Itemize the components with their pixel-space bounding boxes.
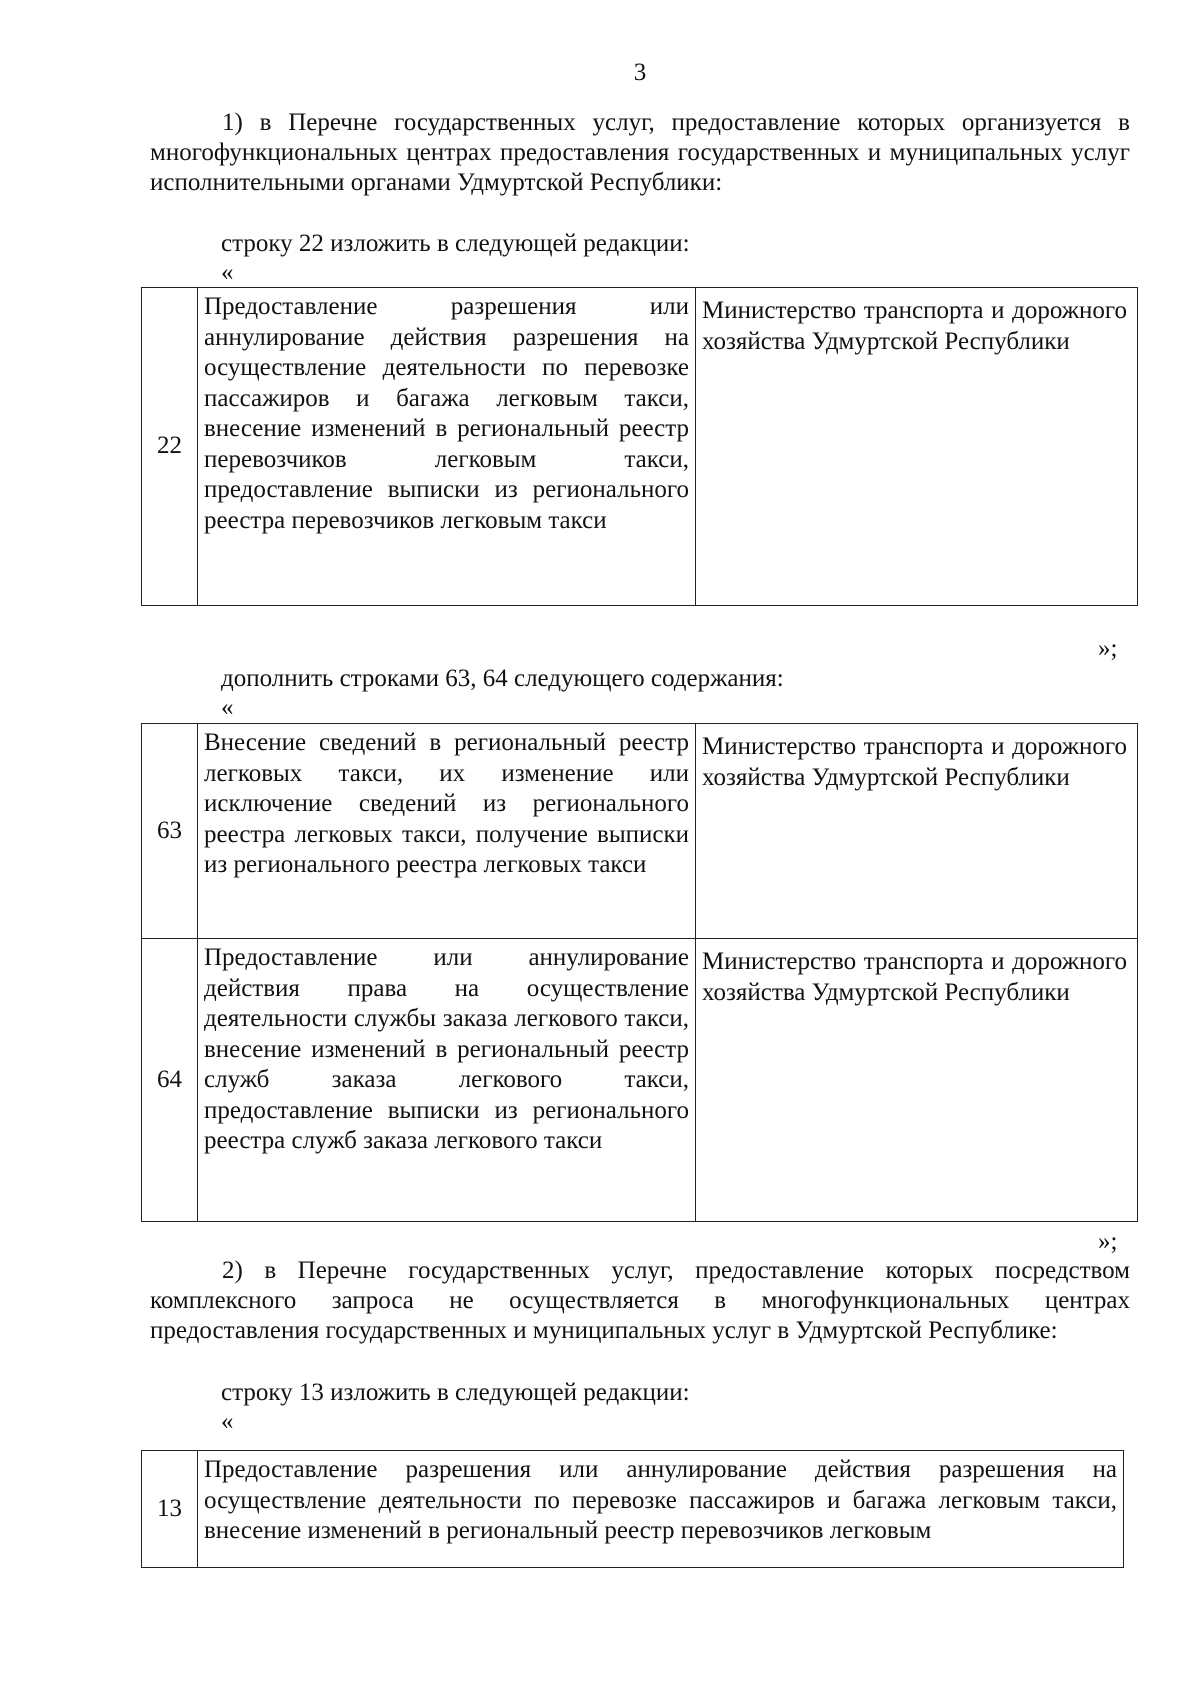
row-number-cell — [142, 1451, 198, 1568]
row-number: 13 — [157, 1494, 182, 1522]
quote-open: « — [221, 1408, 234, 1435]
section1-instruction: строку 22 изложить в следующей редакции: — [221, 230, 690, 257]
organ-cell: Министерство транспорта и дорожного хозяйства Удмуртской Республики — [696, 939, 1138, 1222]
service-cell: Предоставление или аннулирование действия права на осуществление деятельности службы заказа легкового такси, внесение изменений в региональный реестр служб заказа легкового такси, предоставление выписки из регионального реестра служб заказа легкового такси — [198, 939, 696, 1222]
row-number-cell — [142, 724, 198, 939]
row-number: 22 — [157, 432, 182, 460]
row-number-cell — [142, 939, 198, 1222]
quote-close: »; — [1098, 1228, 1118, 1255]
service-cell: Предоставление разрешения или аннулирование действия разрешения на осуществление деятельности по перевозке пассажиров и багажа легковым такси, внесение изменений в региональный реестр перевозчиков легковым такси, предоставление выписки из регионального реестра перевозчиков легковым такси — [198, 288, 696, 606]
service-cell: Внесение сведений в региональный реестр легковых такси, их изменение или исключение сведений из регионального реестра легковых такси, получение выписки из регионального реестра легковых такси — [198, 724, 696, 939]
table-row — [142, 1451, 1124, 1568]
page-number: 3 — [633, 59, 647, 86]
organ-cell: Министерство транспорта и дорожного хозяйства Удмуртской Республики — [696, 288, 1138, 606]
section2-intro: 2) в Перечне государственных услуг, предоставление которых посредством комплексного запроса не осуществляется в многофункциональных центрах предоставления государственных и муниципальных услуг в Удмуртской Республике: — [150, 1257, 1130, 1344]
section2-instruction: строку 13 изложить в следующей редакции: — [221, 1379, 690, 1406]
service-cell: Предоставление разрешения или аннулирование действия разрешения на осуществление деятельности по перевозке пассажиров и багажа легковым такси, внесение изменений в региональный реестр перевозчиков легковым — [198, 1451, 1124, 1568]
table-row — [142, 724, 1138, 939]
quote-open: « — [221, 694, 234, 721]
section1-intro: 1) в Перечне государственных услуг, предоставление которых организуется в многофункциональных центрах предоставления государственных и муниципальных услуг исполнительными органами Удмуртской Республики: — [150, 109, 1130, 196]
quote-close: »; — [1098, 635, 1118, 662]
table-row-22 — [141, 287, 1138, 606]
row-number-cell — [142, 288, 198, 606]
row-number: 64 — [157, 1065, 182, 1093]
organ-cell: Министерство транспорта и дорожного хозяйства Удмуртской Республики — [696, 724, 1138, 939]
table-row-13 — [141, 1450, 1124, 1568]
table-row — [142, 288, 1138, 606]
section1-instruction2: дополнить строками 63, 64 следующего содержания: — [221, 665, 784, 692]
table-row — [142, 939, 1138, 1222]
table-rows-63-64 — [141, 723, 1138, 1222]
row-number: 63 — [157, 816, 182, 844]
quote-open: « — [221, 259, 234, 286]
